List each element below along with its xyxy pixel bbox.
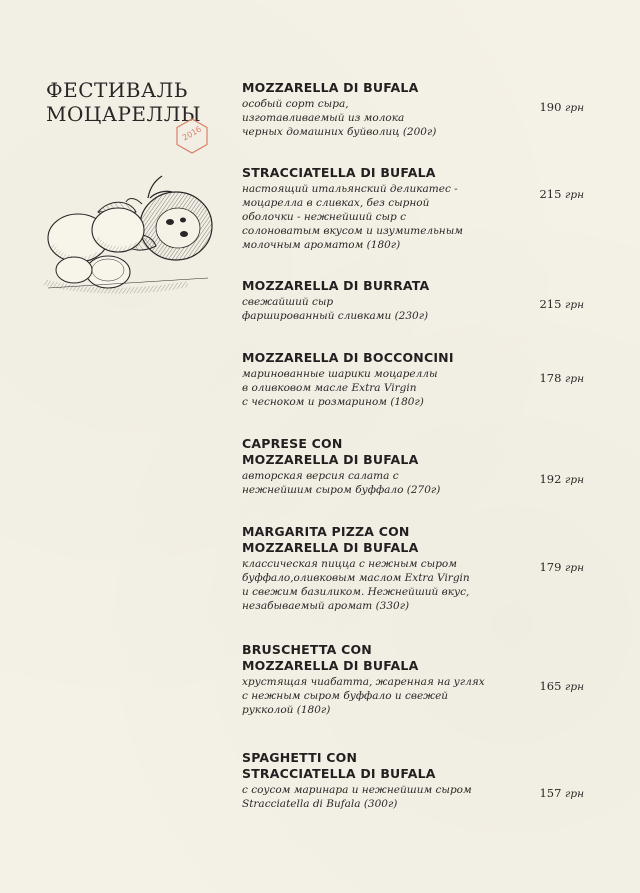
menu-item-price-unit: грн — [565, 102, 584, 114]
menu-item — [242, 524, 592, 613]
menu-item-description: настоящий итальянский деликатес - моцарелла в сливках, без сырной оболочки - нежнейший сыр с солоноватым вкусом и изумительным молочным ароматом (180г) — [242, 183, 463, 251]
menu-item-price — [539, 679, 584, 693]
menu-item-price — [539, 786, 584, 800]
menu-item-price — [539, 371, 584, 385]
menu-item-price-value: 157 — [539, 786, 562, 800]
menu-item-price-unit: грн — [565, 474, 584, 486]
menu-item — [242, 350, 592, 409]
menu-item-description: с соусом маринара и нежнейшим сыром Stracciatella di Bufala (300г) — [242, 784, 472, 810]
menu-item — [242, 750, 592, 811]
menu-item-description: классическая пицца с нежным сыром буффало,оливковым маслом Extra Virgin и свежим базиликом. Нежнейший вкус, незабываемый аромат (330г) — [242, 558, 470, 612]
menu-item-name: STRACCIATELLA DI BUFALA — [242, 165, 436, 180]
menu-item-name: SPAGHETTI CON STRACCIATELLA DI BUFALA — [242, 750, 436, 781]
menu-item-price-unit: грн — [565, 373, 584, 385]
menu-item-price-unit: грн — [565, 189, 584, 201]
menu-item-name: MOZZARELLA DI BOCCONCINI — [242, 350, 454, 365]
menu-item-name: CAPRESE CON MOZZARELLA DI BUFALA — [242, 436, 419, 467]
menu-item-description: хрустящая чиабатта, жаренная на углях с нежным сыром буффало и свежей рукколой (180г) — [242, 676, 485, 716]
menu-item-description: особый сорт сыра, изготавливаемый из молока черных домашних буйволиц (200г) — [242, 98, 437, 138]
menu-item-name: MOZZARELLA DI BUFALA — [242, 80, 419, 95]
menu-item-price — [539, 100, 584, 114]
menu-item — [242, 165, 592, 252]
badge-year: 2016 — [180, 124, 204, 143]
year-badge — [172, 116, 212, 156]
page-title-line-2: МОЦАРЕЛЛЫ — [46, 102, 202, 126]
menu-item-price-value: 192 — [539, 472, 562, 486]
menu-item-price-unit: грн — [565, 681, 584, 693]
menu-item-price-value: 178 — [539, 371, 562, 385]
menu-item — [242, 278, 592, 323]
menu-item — [242, 80, 592, 139]
menu-item-price — [539, 560, 584, 574]
menu-item-name: BRUSCHETTA CON MOZZARELLA DI BUFALA — [242, 642, 419, 673]
menu-item-description: авторская версия салата с нежнейшим сыром буффало (270г) — [242, 470, 441, 496]
menu-item-price — [539, 472, 584, 486]
menu-item-price-value: 190 — [539, 100, 562, 114]
menu-item-price-value: 165 — [539, 679, 562, 693]
mozzarella-tomato-basil-sketch-icon — [38, 168, 220, 300]
menu-item-price-value: 179 — [539, 560, 562, 574]
page-title-line-1: ФЕСТИВАЛЬ — [46, 78, 188, 102]
menu-item — [242, 436, 592, 497]
menu-item-price — [539, 187, 584, 201]
menu-item-price-unit: грн — [565, 562, 584, 574]
menu-item-description: маринованные шарики моцареллы в оливковом масле Extra Virgin с чесноком и розмарином (180г) — [242, 368, 438, 408]
menu-item-price-unit: грн — [565, 299, 584, 311]
menu-item-name: MARGARITA PIZZA CON MOZZARELLA DI BUFALA — [242, 524, 419, 555]
menu-item-price — [539, 297, 584, 311]
menu-item-price-value: 215 — [539, 297, 562, 311]
menu-item — [242, 642, 592, 717]
menu-item-description: свежайший сыр фаршированный сливками (230г) — [242, 296, 429, 322]
menu-item-price-value: 215 — [539, 187, 562, 201]
menu-item-name: MOZZARELLA DI BURRATA — [242, 278, 430, 293]
menu-item-price-unit: грн — [565, 788, 584, 800]
